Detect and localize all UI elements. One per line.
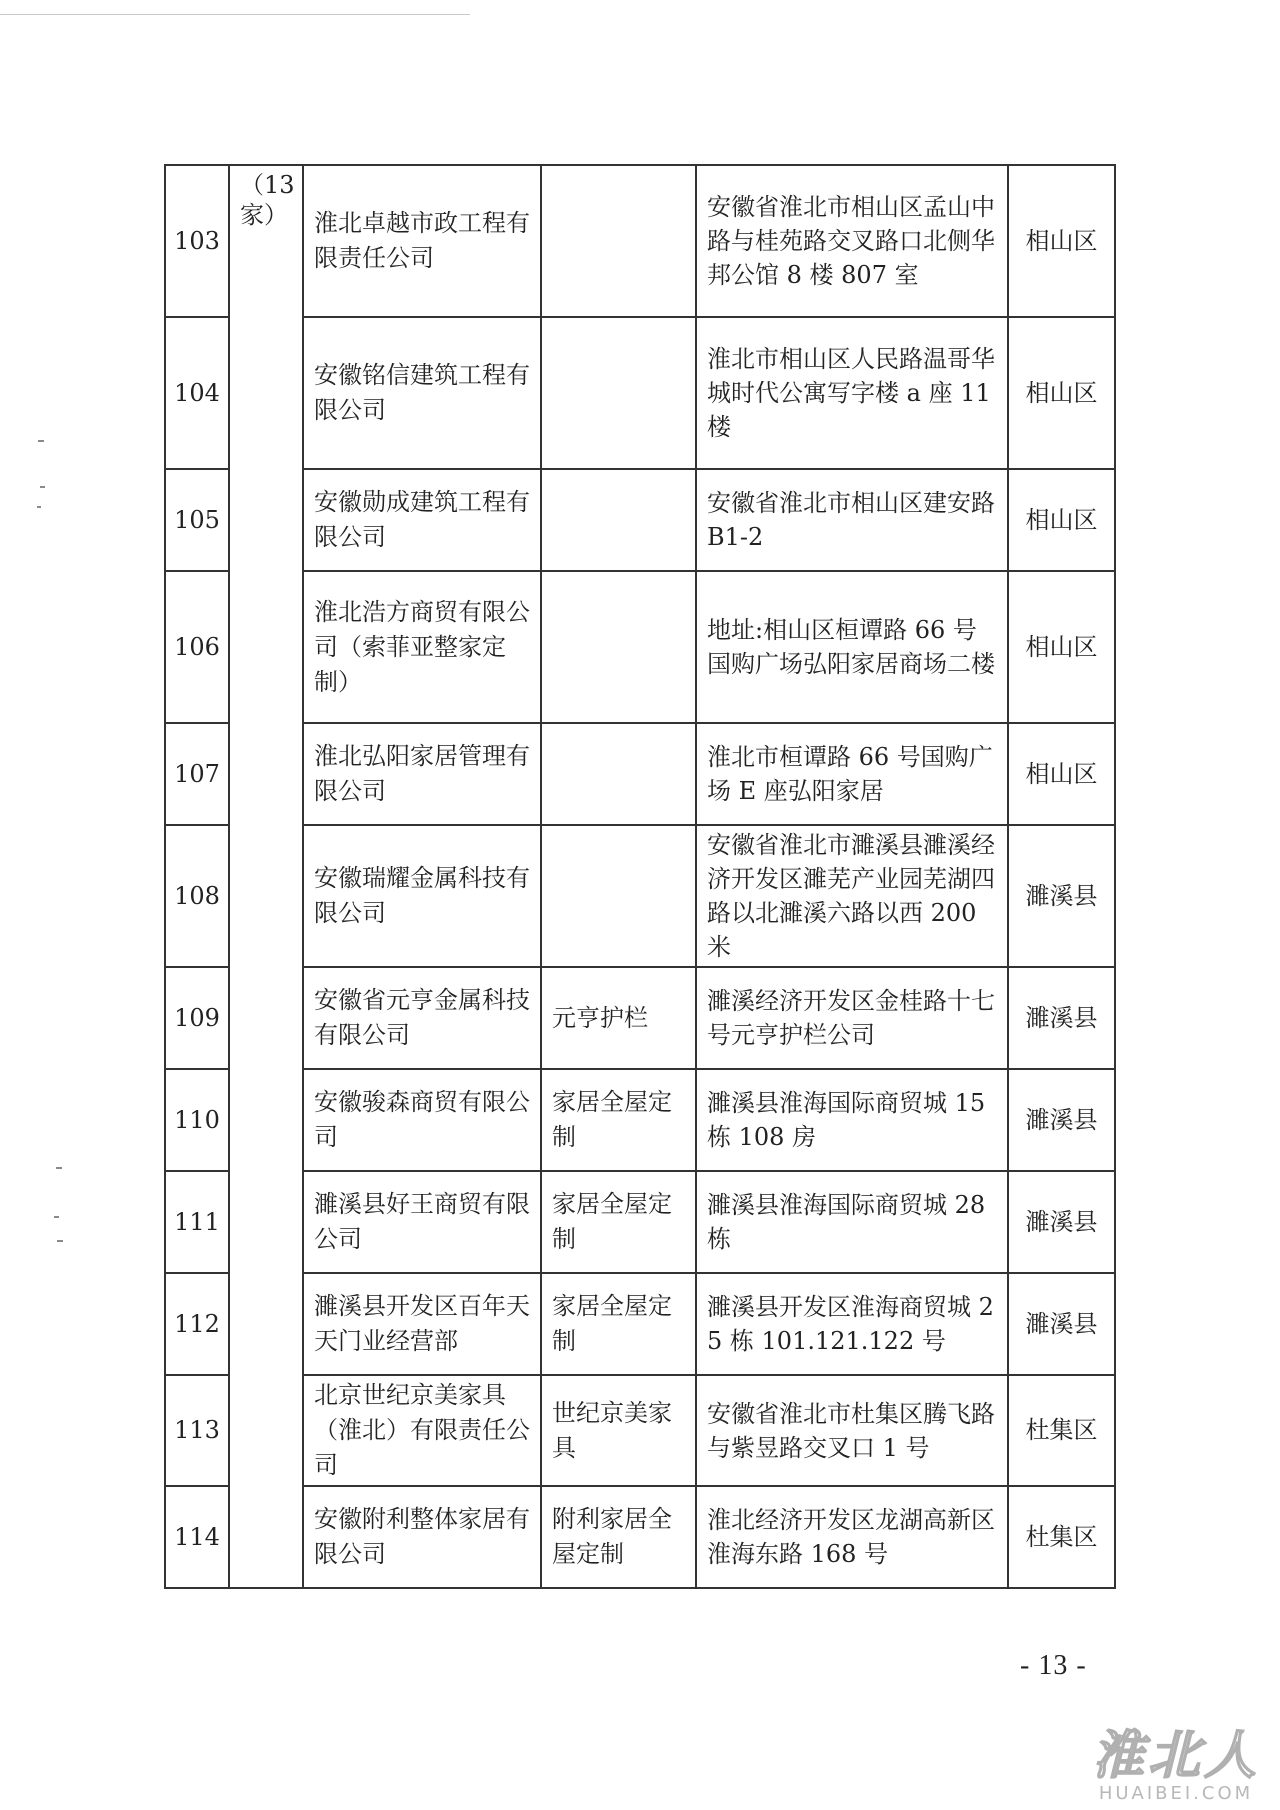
district-cell: 相山区 <box>1008 165 1115 317</box>
table-row <box>165 1273 1115 1375</box>
address-cell: 地址:相山区桓谭路 66 号国购广场弘阳家居商场二楼 <box>696 571 1008 723</box>
row-number: 107 <box>165 723 229 825</box>
company-name: 淮北浩方商贸有限公司（索菲亚整家定制） <box>303 571 541 723</box>
brand-cell: 家居全屋定制 <box>541 1171 696 1273</box>
scan-speck <box>57 1240 63 1242</box>
address-cell: 安徽省淮北市濉溪县濉溪经济开发区濉芜产业园芜湖四路以北濉溪六路以西 200 米 <box>696 825 1008 967</box>
address-cell: 淮北市桓谭路 66 号国购广场 E 座弘阳家居 <box>696 723 1008 825</box>
district-cell: 相山区 <box>1008 469 1115 571</box>
brand-cell <box>541 571 696 723</box>
table-row <box>165 1375 1115 1486</box>
address-cell: 安徽省淮北市杜集区腾飞路与紫昱路交叉口 1 号 <box>696 1375 1008 1486</box>
table-row <box>165 825 1115 967</box>
district-cell: 相山区 <box>1008 571 1115 723</box>
table-row <box>165 723 1115 825</box>
row-number: 114 <box>165 1486 229 1588</box>
table-row <box>165 967 1115 1069</box>
brand-cell: 家居全屋定制 <box>541 1069 696 1171</box>
watermark-domain: HUAIBEI.COM <box>1098 1783 1254 1804</box>
scan-speck <box>56 1167 62 1169</box>
scan-top-edge-line <box>0 14 470 15</box>
table-row <box>165 317 1115 469</box>
address-cell: 濉溪经济开发区金桂路十七号元亨护栏公司 <box>696 967 1008 1069</box>
site-watermark <box>1092 1728 1260 1804</box>
row-number: 104 <box>165 317 229 469</box>
table-row <box>165 1486 1115 1588</box>
brand-cell: 世纪京美家具 <box>541 1375 696 1486</box>
row-number: 109 <box>165 967 229 1069</box>
table-row <box>165 1069 1115 1171</box>
row-number: 103 <box>165 165 229 317</box>
row-number: 108 <box>165 825 229 967</box>
row-number: 113 <box>165 1375 229 1486</box>
table-row <box>165 571 1115 723</box>
row-number: 111 <box>165 1171 229 1273</box>
brand-cell: 家居全屋定制 <box>541 1273 696 1375</box>
brand-cell <box>541 825 696 967</box>
brand-cell <box>541 317 696 469</box>
row-number: 105 <box>165 469 229 571</box>
company-name: 淮北弘阳家居管理有限公司 <box>303 723 541 825</box>
address-cell: 安徽省淮北市相山区建安路 B1-2 <box>696 469 1008 571</box>
brand-cell <box>541 723 696 825</box>
company-name: 安徽骏森商贸有限公司 <box>303 1069 541 1171</box>
company-name: 安徽勋成建筑工程有限公司 <box>303 469 541 571</box>
brand-cell <box>541 469 696 571</box>
watermark-chinese: 淮北人 <box>1091 1726 1260 1786</box>
district-cell: 濉溪县 <box>1008 825 1115 967</box>
group-count-label: （13家） <box>229 165 303 1588</box>
address-cell: 淮北市相山区人民路温哥华城时代公寓写字楼 a 座 11 楼 <box>696 317 1008 469</box>
company-name: 安徽铭信建筑工程有限公司 <box>303 317 541 469</box>
scan-speck <box>40 486 45 488</box>
company-name: 淮北卓越市政工程有限责任公司 <box>303 165 541 317</box>
brand-cell: 附利家居全屋定制 <box>541 1486 696 1588</box>
address-cell: 安徽省淮北市相山区孟山中路与桂苑路交叉路口北侧华邦公馆 8 楼 807 室 <box>696 165 1008 317</box>
table-row <box>165 1171 1115 1273</box>
brand-cell <box>541 165 696 317</box>
district-cell: 濉溪县 <box>1008 1273 1115 1375</box>
scan-speck <box>38 440 44 442</box>
table-row <box>165 165 1115 317</box>
district-cell: 杜集区 <box>1008 1486 1115 1588</box>
row-number: 112 <box>165 1273 229 1375</box>
district-cell: 濉溪县 <box>1008 1171 1115 1273</box>
district-cell: 杜集区 <box>1008 1375 1115 1486</box>
scan-speck <box>54 1216 59 1218</box>
address-cell: 濉溪县淮海国际商贸城 28 栋 <box>696 1171 1008 1273</box>
enterprise-list-table <box>164 164 1116 1589</box>
company-name: 濉溪县开发区百年天天门业经营部 <box>303 1273 541 1375</box>
district-cell: 相山区 <box>1008 317 1115 469</box>
table-row <box>165 469 1115 571</box>
address-cell: 淮北经济开发区龙湖高新区淮海东路 168 号 <box>696 1486 1008 1588</box>
company-name: 安徽瑞耀金属科技有限公司 <box>303 825 541 967</box>
address-cell: 濉溪县开发区淮海商贸城 25 栋 101.121.122 号 <box>696 1273 1008 1375</box>
district-cell: 濉溪县 <box>1008 1069 1115 1171</box>
company-name: 濉溪县好王商贸有限公司 <box>303 1171 541 1273</box>
company-name: 安徽附利整体家居有限公司 <box>303 1486 541 1588</box>
row-number: 106 <box>165 571 229 723</box>
page-number: - 13 - <box>1020 1650 1087 1681</box>
company-name: 北京世纪京美家具（淮北）有限责任公司 <box>303 1375 541 1486</box>
scan-speck <box>37 506 41 508</box>
company-name: 安徽省元亨金属科技有限公司 <box>303 967 541 1069</box>
brand-cell: 元亨护栏 <box>541 967 696 1069</box>
row-number: 110 <box>165 1069 229 1171</box>
address-cell: 濉溪县淮海国际商贸城 15 栋 108 房 <box>696 1069 1008 1171</box>
district-cell: 相山区 <box>1008 723 1115 825</box>
district-cell: 濉溪县 <box>1008 967 1115 1069</box>
